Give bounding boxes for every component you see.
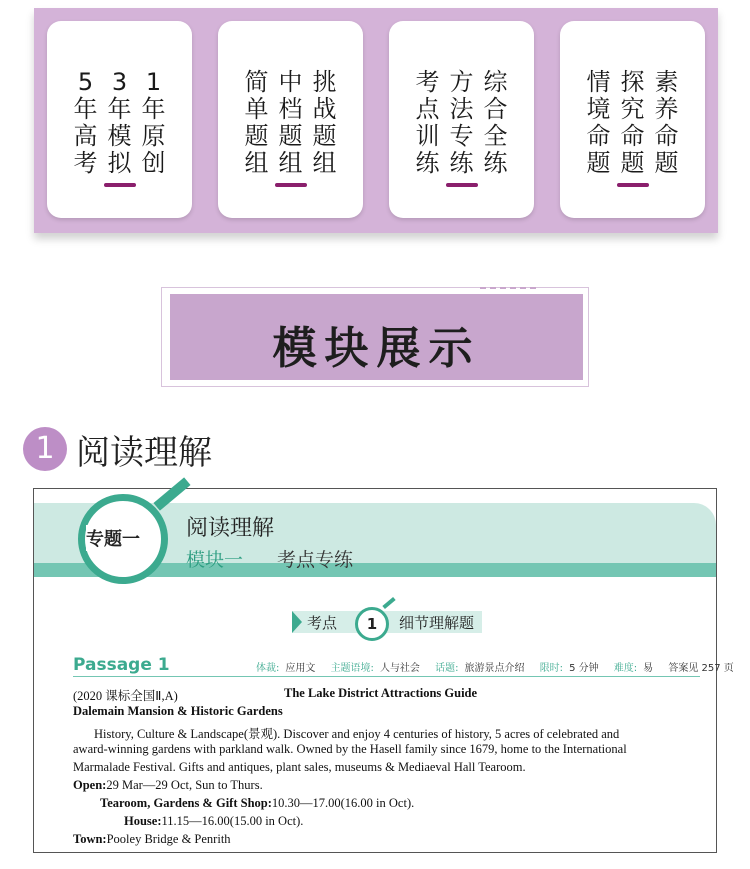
meta-key: 难度: bbox=[613, 663, 638, 674]
feature-card-2 bbox=[218, 21, 363, 218]
card-underline bbox=[446, 183, 478, 187]
document-page bbox=[33, 488, 734, 853]
open-hours bbox=[73, 778, 263, 793]
meta-value: 应用文 bbox=[285, 663, 316, 674]
town-key: Town: bbox=[73, 832, 107, 846]
card-column: 综合全练 bbox=[483, 68, 508, 177]
house-value: 11.15—16.00(15.00 in Oct). bbox=[161, 814, 304, 828]
topic-badge: 专题一 bbox=[86, 525, 140, 551]
card-column: 中档题组 bbox=[278, 68, 303, 177]
tearoom-key: Tearoom, Gardens & Gift Shop: bbox=[100, 796, 272, 810]
open-key: Open: bbox=[73, 778, 107, 792]
card-column: 素养命题 bbox=[654, 68, 679, 177]
meta-key: 体裁: bbox=[256, 663, 280, 674]
feature-card-4 bbox=[560, 21, 705, 218]
passage-meta bbox=[256, 659, 740, 674]
tearoom-value: 10.30—17.00(16.00 in Oct). bbox=[271, 796, 415, 810]
meta-value: 人与社会 bbox=[379, 663, 420, 674]
feature-card-1 bbox=[47, 21, 192, 218]
module-subtitle: 模块一 bbox=[186, 549, 244, 571]
kaodian-title: 细节理解题 bbox=[399, 614, 475, 632]
card-column: 挑战题组 bbox=[312, 68, 337, 177]
module-subtitle-2: 考点专练 bbox=[277, 549, 354, 571]
card-column: 探究命题 bbox=[620, 68, 645, 177]
house-key: House: bbox=[124, 814, 162, 828]
house-hours bbox=[124, 814, 303, 829]
paragraph-line: Marmalade Festival. Gifts and antiques, plant sales, museums & Mediaeval Hall Tearoom. bbox=[73, 760, 526, 774]
card-column: 3年模拟 bbox=[107, 68, 132, 177]
section-number-badge: 1 bbox=[23, 427, 67, 471]
card-column: 简单题组 bbox=[244, 68, 269, 177]
town-value: Pooley Bridge & Penrith bbox=[106, 832, 231, 846]
card-underline bbox=[275, 183, 307, 187]
card-column: 方法专练 bbox=[449, 68, 474, 177]
triangle-icon bbox=[292, 611, 302, 633]
module-banner bbox=[170, 294, 583, 380]
tearoom-hours bbox=[100, 796, 414, 811]
paragraph-line: History, Culture & Landscape(景观). Discover and enjoy 4 centuries of history, 5 acres of celebrated and bbox=[94, 727, 620, 741]
card-underline bbox=[617, 183, 649, 187]
card-column: 考点训练 bbox=[415, 68, 440, 177]
feature-card-3 bbox=[389, 21, 534, 218]
answer-ref: 答案见 257 页 bbox=[668, 663, 734, 674]
section-title: 阅读理解 bbox=[76, 433, 212, 473]
kaodian-handle bbox=[382, 597, 395, 609]
article-title: The Lake District Attractions Guide bbox=[284, 686, 478, 700]
meta-value: 易 bbox=[643, 663, 654, 674]
meta-value: 5 分钟 bbox=[569, 663, 599, 674]
card-column: 5年高考 bbox=[73, 68, 98, 177]
feature-band bbox=[34, 8, 718, 233]
kaodian-tag bbox=[292, 607, 482, 637]
source-label: (2020 课标全国Ⅱ,A) bbox=[73, 689, 178, 703]
paragraph-line: award-winning gardens with parkland walk. Owned by the Hasell family since 1679, home to the International bbox=[73, 742, 627, 756]
card-column: 情境命题 bbox=[586, 68, 611, 177]
passage-title: Passage 1 bbox=[73, 655, 170, 675]
meta-key: 主题语境: bbox=[330, 663, 374, 674]
meta-key: 限时: bbox=[539, 663, 564, 674]
meta-value: 旅游景点介绍 bbox=[464, 663, 525, 674]
card-column: 1年原创 bbox=[141, 68, 166, 177]
kaodian-number: 1 bbox=[355, 607, 389, 641]
card-underline bbox=[104, 183, 136, 187]
open-value: 29 Mar—29 Oct, Sun to Thurs. bbox=[106, 778, 263, 792]
meta-divider bbox=[73, 676, 700, 677]
section-heading: Dalemain Mansion & Historic Gardens bbox=[73, 704, 283, 718]
kaodian-label: 考点 bbox=[307, 614, 338, 632]
banner-title: 模块展示 bbox=[272, 323, 481, 374]
module-title: 阅读理解 bbox=[186, 516, 275, 541]
town-line bbox=[73, 832, 231, 847]
meta-key: 话题: bbox=[435, 663, 459, 674]
banner-dashes bbox=[480, 287, 540, 289]
